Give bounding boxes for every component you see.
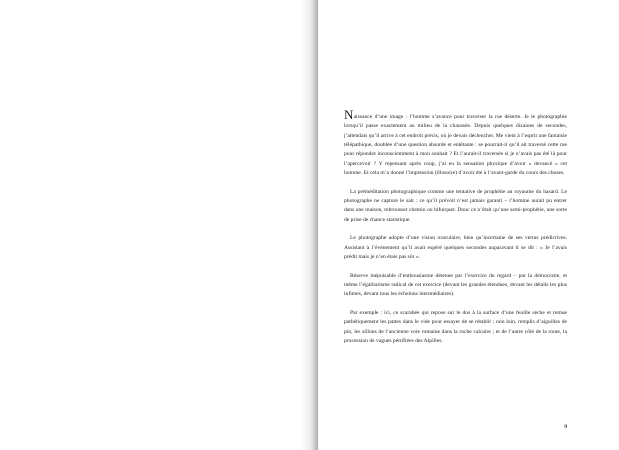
page-number: 9 <box>564 424 567 430</box>
drop-cap: N <box>344 107 354 122</box>
paragraph-4: Réserve inépuisable d’enthousiasme détenue par l’exercice du regard – par la démocratie, et même l’égalitarisme radical de cet exercice (devant les grandes étendues, devant les détails les plus infimes, devant tous les échelons intermédiaires). <box>344 272 567 298</box>
paragraph-1-text: aissance d’une image : l’homme s’avance pour traverser la rue déserte. Je le photographie lorsqu’il passe exactement au milieu de la chaussée. Depuis quelques dizaines de secondes, j’attendais qu’il arrive à cet endroit précis, où je devais déclencher. Me vient à l’esprit une fantaisie télépathique, doublée d’une question absurde et entêtante : se pourrait-il qu’il ait traversé cette rue pour répondre inconsciemment à mon souhait ? Et l’aurait-il traversée si je n’avais pas été là pour l’apercevoir ? Y repensant après coup, j’ai eu la sensation physique d’avoir « devancé » cet homme. Et cela m’a donné l’impression (illusoire) d’avoir été à l’avant-garde du cours des choses. <box>344 114 567 177</box>
paragraph-5: Par exemple : ici, ce scarabée qui repose sur le dos à la surface d’une feuille sèche et remue pathétiquement les pattes dans le vide pour essayer de se rétablir ; non loin, remplis d’aiguilles de pin, les sillons de l’ancienne voie romaine dans la roche calcaire ; et de l’autre côté de la route, la procession de vagues pétrifiées des Alpilles. <box>344 310 567 345</box>
body-text <box>344 107 567 346</box>
paragraph-1 <box>344 107 567 178</box>
right-page <box>318 0 619 450</box>
paragraph-3: Le photographe adopte d’une vision oraculaire, bien qu’incertaine de ses vertus prédictives. Assistant à l’événement qu’il avait espéré quelques secondes auparavant il se dit : « Je l’avais prédit mais je n’en étais pas sûr ». <box>344 235 567 261</box>
paragraph-2: La préméditation photographique comme une tentative de prophétie au royaume du hasard. Le photographe ne capture le sait : ce qu’il prévoit n’est jamais garanti – l’homme aurait pu entrer dans une maison, rebrousser chemin ou bifurquer. Donc ce n’était qu’une semi-prophétie, une sorte de prise de chance statistique. <box>344 188 567 223</box>
